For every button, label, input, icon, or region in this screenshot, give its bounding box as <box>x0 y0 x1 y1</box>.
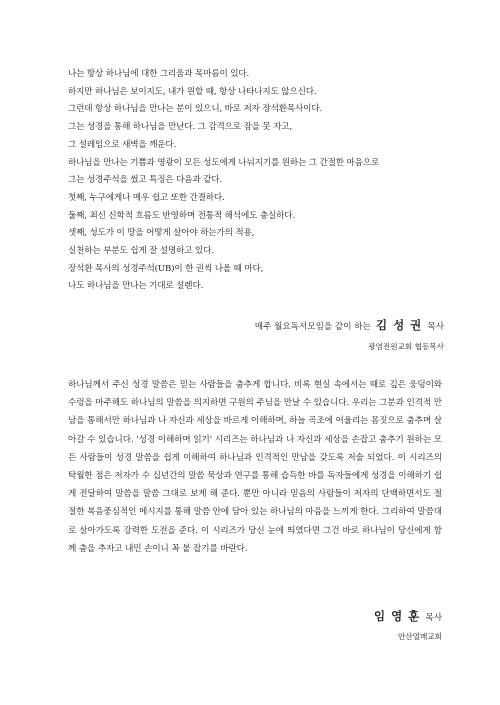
signer-title: 목사 <box>425 613 442 623</box>
foreword-line: 하나님을 만나는 기쁨과 영광이 모든 성도에게 나눠지기를 원하는 그 간절한 마음으로 <box>68 157 380 168</box>
foreword-line: 나는 항상 하나님에 대한 그리움과 목마름이 있다. <box>68 69 250 79</box>
signer-affiliation: 광염전원교회 협동목사 <box>368 342 444 351</box>
signer-affiliation: 안산열매교회 <box>397 632 442 641</box>
recommendation-paragraph: 하나님께서 주신 성경 말씀은 믿는 사람들을 춤추게 합니다. 비록 현실 속에서는 때로 깊은 웅덩이와 수렁을 마주해도 하나님의 말씀을 의지하면 구원의 주님을 만날 수 있습니다. 우리는 그분과 인격적 만남을 통해서만 하나님과 나 자신과 세상을 바르게 이해하며, 하늘 곡조에 어울리는 몸짓으로 춤추며 살아갈 수 있습니다. '성경 이해하며 읽기' 시리즈는 하나님과 나 자신과 세상을 손잡고 춤추기 원하는 모든 사람들이 성경 말씀을 쉽게 이해하여 하나님과 인격적인 만남을 갖도록 저술 되었다. 이 시리즈의 탁월한 점은 저자가 수 십년간의 말씀 묵상과 연구를 통해 습득한 바를 독자들에게 성경을 이해하기 쉽게 전달하여 말씀을 말씀 그대로 보게 해 준다. 뿐만 아니라 믿음의 사람들이 저자의 단백하면서도 절절한 복음중심적인 메시지를 통해 말씀 안에 담아 있는 하나님의 마음을 느끼게 한다. 그리하여 말씀대로 살아가도록 강력한 도전을 준다. 이 시리즈가 당신 눈에 띄였다면 그건 바로 하나님이 당신에게 함께 춤을 추자고 내민 손이니 꼭 붙 잡기를 바란다. <box>68 380 442 554</box>
recommendation-text <box>68 376 442 558</box>
foreword-text <box>68 66 468 296</box>
signer-name: 임 영 훈 <box>373 609 421 623</box>
signer-name: 김 성 권 <box>375 318 423 332</box>
foreword-line: 그 설레임으로 새벽을 깨운다. <box>68 139 177 150</box>
foreword-line: 그는 성경을 통해 하나님을 만난다. 그 감격으로 잠을 못 자고, <box>68 122 293 133</box>
signer-title: 목사 <box>427 322 444 332</box>
foreword-line: 셋째, 성도가 이 땅을 어떻게 살아야 하는가의 적용, <box>68 228 255 239</box>
foreword-line: 실천하는 부분도 쉽게 잘 설명하고 있다. <box>68 246 214 257</box>
foreword-line: 둘째, 최신 신학적 흐름도 반영하며 전통적 해석에도 충실하다. <box>68 210 296 221</box>
recommendation-signature <box>242 605 442 642</box>
foreword-signature <box>144 314 444 352</box>
foreword-line: 그는 성경주석을 썼고 특징은 다음과 같다. <box>68 175 223 186</box>
foreword-line: 장석환 목사의 성경주석(UB)이 한 권씩 나올 때 마다, <box>68 263 264 274</box>
foreword-line: 첫째, 누구에게나 매우 쉽고 또한 간결하다. <box>68 192 225 203</box>
foreword-line: 하지만 하나님은 보이지도, 내가 원할 때, 항상 나타나지도 않으신다. <box>68 86 317 97</box>
signer-role: 매주 월요독서모임을 같이 하는 <box>254 322 371 332</box>
foreword-line: 그런데 항상 하나님을 만나는 분이 있으니, 바로 저자 장석환목사이다. <box>68 104 323 115</box>
foreword-line: 나도 하나님을 만나는 기대로 설렌다. <box>68 281 204 292</box>
